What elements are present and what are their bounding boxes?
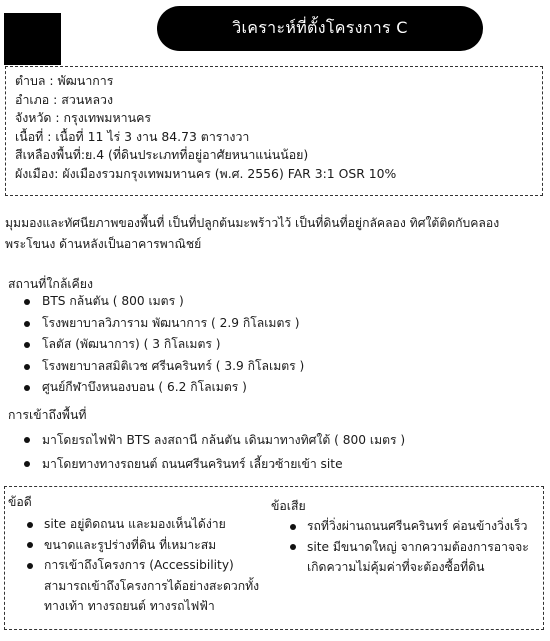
info-district: อำเภอ : สวนหลวง: [15, 91, 114, 107]
list-item: โรงพยาบาลวิภาราม พัฒนาการ ( 2.9 กิโลเมตร ): [20, 313, 304, 335]
title-banner: [157, 6, 483, 51]
info-area: เนื้อที่ : เนื้อที่ 11 ไร่ 3 งาน 84.73 ตารางวา: [15, 128, 250, 144]
bullet-icon: [27, 563, 33, 569]
list-item: ศูนย์กีฬาบึงหนองบอน ( 6.2 กิโลเมตร ): [20, 377, 304, 399]
list-item: มาโดยทางทางรถยนต์ ถนนศรีนครินทร์ เลี้ยวซ้ายเข้า site: [20, 452, 405, 476]
pros-list: [22, 514, 272, 617]
list-item: โลตัส (พัฒนาการ) ( 3 กิโลเมตร ): [20, 334, 304, 356]
bullet-icon: [27, 522, 33, 528]
bullet-icon: [24, 437, 30, 443]
bullet-icon: [24, 299, 30, 305]
nearby-places-title: สถานที่ใกล้เคียง: [8, 277, 93, 291]
access-title: การเข้าถึงพื้นที่: [8, 408, 87, 422]
access-list: [20, 428, 405, 476]
list-item: site มีขนาดใหญ่ จากความต้องการอาจจะเกิดความไม่คุ้มค่าที่จะต้องซื้อที่ดิน: [285, 537, 540, 578]
pros-cons-box: [4, 486, 544, 630]
bullet-icon: [290, 544, 296, 550]
info-province: จังหวัด : กรุงเทพมหานคร: [15, 110, 152, 126]
list-item: การเข้าถึงโครงการ (Accessibility) สามารถเข้าถึงโครงการได้อย่างสะดวกทั้งทางเท้า ทางรถยนต์ ทางรถไฟฟ้า: [22, 555, 272, 617]
bullet-icon: [27, 542, 33, 548]
list-item: รถที่วิ่งผ่านถนนศรีนครินทร์ ค่อนข้างวิ่งเร็ว: [285, 516, 540, 537]
info-city-plan: ผังเมือง: ผังเมืองรวมกรุงเทพมหานคร (พ.ศ. 2556) FAR 3:1 OSR 10%: [15, 165, 397, 181]
list-item: site อยู่ติดถนน และมองเห็นได้ง่าย: [22, 514, 272, 535]
site-description: มุมมองและทัศนียภาพของพื้นที่ เป็นที่ปลูกต้นมะพร้าวไว้ เป็นที่ดินที่อยู่กลัคลอง ทิศใต้ติดกับคลองพระโขนง ด้านหลังเป็นอาคารพาณิชย์: [5, 216, 500, 251]
site-info-box: [5, 66, 543, 196]
list-item: BTS กล้นตัน ( 800 เมตร ): [20, 291, 304, 313]
bullet-icon: [290, 524, 296, 530]
info-zoning-color: สีเหลืองพื้นที่:ย.4 (ที่ดินประเภทที่อยู่อาศัยหนาแน่นน้อย): [15, 147, 309, 163]
bullet-icon: [24, 385, 30, 391]
nearby-places-list: [20, 291, 304, 399]
bullet-icon: [24, 461, 30, 467]
bullet-icon: [24, 364, 30, 370]
info-subdistrict: ตำบล : พัฒนาการ: [15, 73, 114, 88]
page-title: วิเคราะห์ที่ตั้งโครงการ C: [232, 18, 408, 37]
list-item: ขนาดและรูปร่างที่ดิน ที่เหมาะสม: [22, 535, 272, 556]
cons-list: [285, 516, 540, 578]
bullet-icon: [24, 342, 30, 348]
cons-title: ข้อเสีย: [271, 499, 306, 513]
list-item: มาโดยรถไฟฟ้า BTS ลงสถานี กล้นตัน เดินมาทางทิศใต้ ( 800 เมตร ): [20, 428, 405, 452]
list-item: โรงพยาบาลสมิติเวช ศรีนครินทร์ ( 3.9 กิโลเมตร ): [20, 356, 304, 378]
pros-title: ข้อดี: [8, 495, 32, 509]
bullet-icon: [24, 321, 30, 327]
black-square-graphic: [4, 13, 61, 65]
